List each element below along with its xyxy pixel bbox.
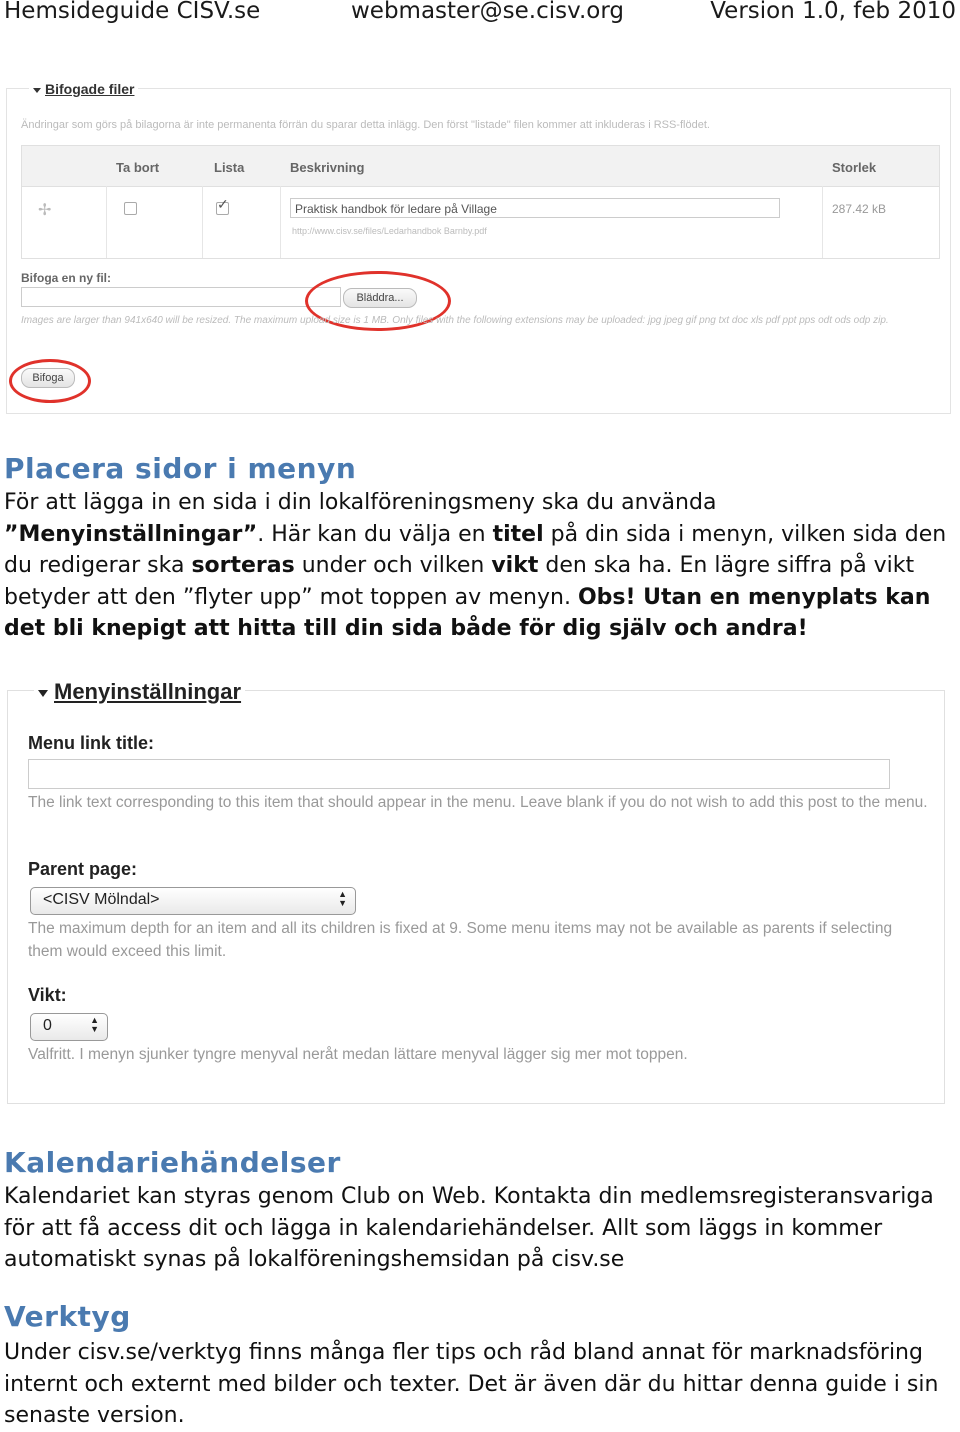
menu-link-title-help: The link text corresponding to this item that should appear in the menu. Leave blank if you do not wish to add this post to the menu. (28, 794, 928, 811)
col-description: Beskrivning (290, 160, 365, 175)
section-title-menu: Placera sidor i menyn (4, 452, 357, 485)
header-email: webmaster@se.cisv.org (351, 0, 624, 24)
file-size: 287.42 kB (832, 202, 887, 216)
section-title-tools: Verktyg (4, 1300, 131, 1333)
menu-settings-legend[interactable]: Menyinställningar (34, 679, 245, 705)
section-body-calendar: Kalendariet kan styras genom Club on Web. Kontakta din medlemsregisteransvariga för att få access dit och lägga in kalendariehändelser. Allt som läggs in kommer automatiskt synas på lokalföreningshemsidan på cisv.se (4, 1184, 934, 1272)
weight-label: Vikt: (28, 985, 67, 1005)
menu-link-title-label: Menu link title: (28, 733, 154, 753)
section-title-calendar: Kalendariehändelser (4, 1146, 341, 1179)
upload-help: Images are larger than 941x640 will be resized. The maximum upload size is 1 MB. Only files with the following extensions may be uploaded: jpg jpeg gif png txt doc xls pdf ppt pps odt ods odp zip. (21, 315, 889, 326)
attachments-note: Ändringar som görs på bilagorna är inte permanenta förrän du sparar detta inlägg. Den först "listade" filen kommer att inkluderas i RSS-flödet. (21, 119, 710, 131)
weight-select[interactable]: 0 ▲ ▼ (30, 1013, 108, 1041)
attachments-legend[interactable]: Bifogade filer (29, 81, 138, 97)
col-list: Lista (214, 160, 245, 175)
collapse-triangle-icon (38, 690, 48, 697)
attachments-table-header (22, 146, 939, 187)
file-url: http://www.cisv.se/files/Ledarhandbok Barnby.pdf (292, 226, 487, 236)
highlight-circle (9, 359, 91, 403)
parent-page-help: The maximum depth for an item and all its children is fixed at 9. Some menu items may not be available as parents if selecting them would exceed this limit. (28, 920, 893, 960)
plus-icon[interactable]: ✢ (38, 202, 52, 219)
file-input[interactable] (21, 287, 341, 307)
checkmark-icon: ✓ (217, 196, 229, 212)
section-body-tools: Under cisv.se/verktyg finns många fler tips och råd bland annat för marknadsföring internt och externt med bilder och texter. Det är även där du hittar denna guide i sin senaste version. (4, 1340, 939, 1428)
parent-page-label: Parent page: (28, 859, 138, 879)
header-version: Version 1.0, feb 2010 (710, 0, 956, 24)
dropdown-arrows-icon: ▲ ▼ (338, 889, 347, 908)
remove-checkbox[interactable] (124, 202, 137, 215)
new-file-label: Bifoga en ny fil: (21, 271, 111, 285)
description-input[interactable]: Praktisk handbok för ledare på Village (290, 198, 780, 218)
col-size: Storlek (832, 160, 877, 175)
col-remove: Ta bort (116, 160, 160, 175)
weight-help: Valfritt. I menyn sjunker tyngre menyval neråt medan lättare menyval lägger sig mer mot toppen. (28, 1046, 688, 1063)
menu-settings-screenshot (7, 679, 945, 1104)
browse-button[interactable]: Bläddra... (343, 288, 417, 308)
dropdown-arrows-icon: ▲ ▼ (90, 1015, 99, 1034)
table-row (22, 186, 939, 258)
attach-button[interactable]: Bifoga (21, 368, 75, 388)
page-header (0, 0, 960, 28)
section-body-menu: För att lägga in en sida i din lokalföreningsmeny ska du använda ”Menyinställningar”. Här kan du välja en titel på din sida i menyn, vilken sida den du redigerar ska sorteras under och vilken vikt den ska ha. En lägre siffra på vikt betyder att den ”flyter upp” mot toppen av menyn. Obs! Utan en menyplats kan det bli knepigt att hitta till din sida både för dig själv och andra! (4, 490, 947, 641)
collapse-triangle-icon (33, 88, 41, 93)
parent-page-select[interactable]: <CISV Mölndal> ▲ ▼ (30, 887, 356, 915)
attachments-table (21, 145, 940, 259)
header-title: Hemsideguide CISV.se (4, 0, 261, 24)
menu-link-title-input[interactable] (28, 759, 890, 789)
attachments-screenshot (6, 81, 951, 414)
